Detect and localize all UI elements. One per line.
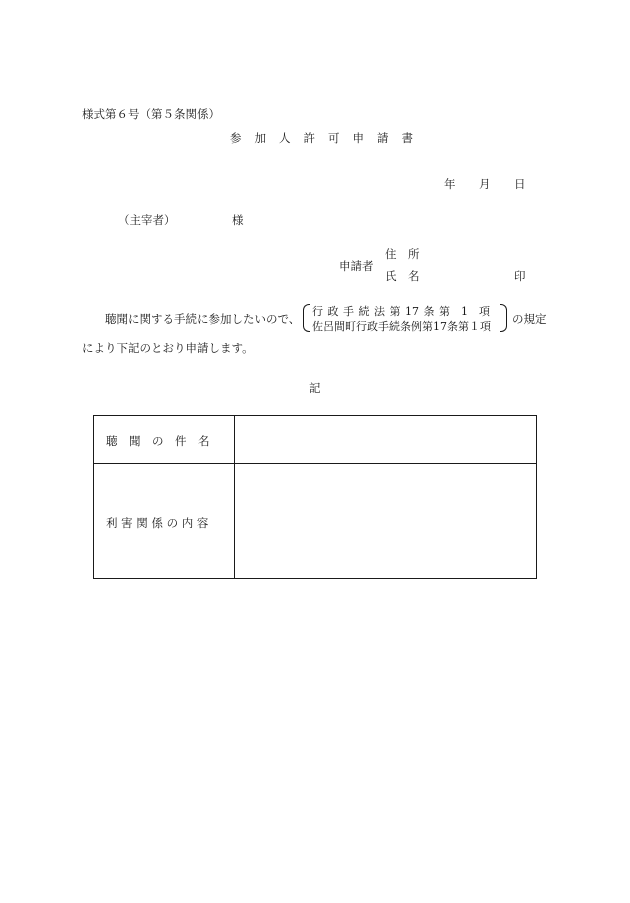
addressee-honorific: 様 <box>232 213 244 227</box>
form-number: 様式第６号（第５条関係） <box>82 107 220 121</box>
title-char: 許 <box>303 131 315 145</box>
interest-relationship-label: 利 害 関 係 の 内 容 <box>106 516 209 530</box>
title-char: 参 <box>230 131 242 145</box>
law-option-administrative-procedure-act: 行 政 手 続 法 第 17 条 第 1 項 <box>312 305 490 318</box>
title-char: 書 <box>401 131 413 145</box>
applicant-label: 申請者 <box>339 259 374 273</box>
intro-suffix: の規定 <box>512 312 547 326</box>
date-day-label: 日 <box>514 177 526 191</box>
hearing-subject-label: 聴 聞 の 件 名 <box>106 434 210 448</box>
law-option-town-ordinance: 佐呂間町行政手続条例第17条第１項 <box>312 320 491 333</box>
intro-text: 聴聞に関する手続に参加したいので、 <box>105 312 301 326</box>
title-char: 可 <box>328 131 340 145</box>
title-char: 申 <box>352 131 364 145</box>
seal-label: 印 <box>514 269 526 283</box>
table-row-divider <box>94 463 536 464</box>
bracket-close <box>500 304 507 332</box>
detail-table <box>93 415 537 579</box>
date-year-label: 年 <box>444 177 456 191</box>
document-title <box>230 130 426 146</box>
title-char: 加 <box>254 131 266 145</box>
bracket-open <box>303 304 310 332</box>
date-month-label: 月 <box>479 177 491 191</box>
addressee-label: （主宰者） <box>118 213 176 227</box>
ki-heading: 記 <box>309 381 321 395</box>
title-char: 請 <box>377 131 389 145</box>
title-char: 人 <box>279 131 291 145</box>
name-label: 氏 名 <box>385 269 420 283</box>
address-label: 住 所 <box>385 247 420 261</box>
intro-second-line: により下記のとおり申請します。 <box>82 341 254 355</box>
table-column-divider <box>234 416 235 578</box>
